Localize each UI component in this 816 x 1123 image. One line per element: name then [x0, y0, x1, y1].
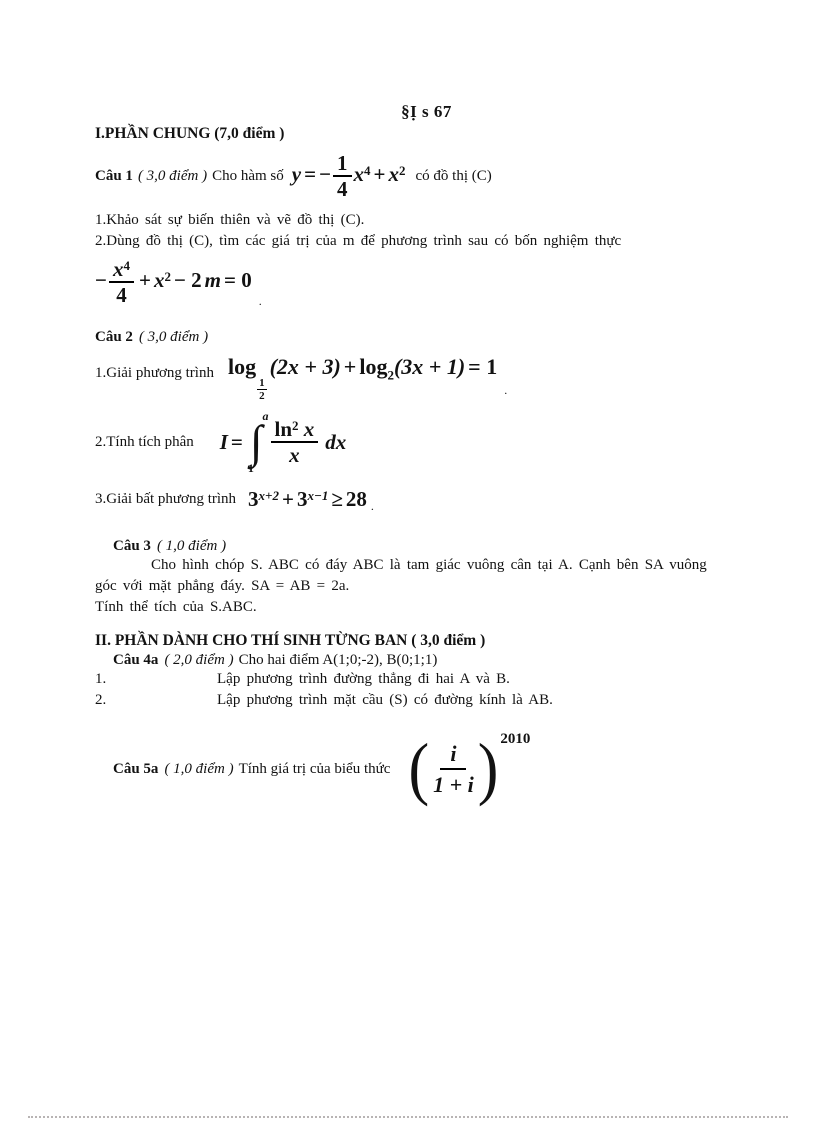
cau5a-intro: Tính giá trị của biểu thức	[238, 760, 391, 777]
cau5a-label: Câu 5a	[113, 760, 159, 777]
log-equation	[227, 353, 500, 402]
cau2-heading	[95, 329, 758, 346]
math-var-I: I	[219, 429, 228, 454]
cau5a-formula	[408, 730, 531, 807]
cau2-item2-row	[95, 402, 758, 482]
cau3-points: ( 1,0 điểm )	[156, 538, 227, 554]
log-base-den: 2	[259, 390, 265, 402]
log-fn: log	[227, 353, 257, 379]
math-base-3: 3	[248, 486, 259, 511]
math-exp-2: 2	[399, 162, 406, 178]
log-base-2: 2	[387, 367, 394, 383]
math-var-y: y	[291, 161, 302, 186]
math-var-x: x	[303, 416, 315, 441]
cau1-points: ( 3,0 điểm )	[137, 167, 208, 184]
cau4a-intro: Cho hai điểm A(1;0;-2), B(0;1;1)	[238, 652, 438, 668]
cau1-item1: 1.Khảo sát sự biến thiên và vẽ đồ thị (C).	[95, 212, 365, 228]
fraction-numerator: i	[440, 742, 466, 770]
cau3-heading	[95, 538, 758, 555]
power-exponent: 2010	[500, 730, 531, 747]
page-bottom-dotted-line	[28, 1116, 788, 1118]
integrand-fraction	[271, 418, 319, 466]
integral-glyph: ∫	[249, 416, 263, 467]
log-arg1: (2x + 3)	[269, 353, 341, 379]
list-item-text: Lập phương trình đường thẳng đi hai A và B.	[217, 671, 510, 687]
math-plus: +	[281, 486, 294, 511]
cau2-item1-label: 1.Giải phương trình	[95, 364, 214, 381]
fraction-denominator: 4	[116, 283, 127, 307]
list-number: 2.	[95, 692, 107, 708]
math-var-x: x	[153, 267, 165, 292]
cau4a-label: Câu 4a	[113, 652, 159, 668]
math-minus: −	[319, 161, 332, 186]
list-number: 1.	[95, 671, 107, 687]
fraction-numerator	[109, 258, 134, 283]
math-base-3b: 3	[296, 486, 308, 511]
math-plus: +	[373, 161, 386, 186]
trailing-period: .	[504, 383, 508, 397]
part1-heading: I.PHẦN CHUNG (7,0 điểm )	[95, 125, 285, 142]
math-fraction	[109, 258, 134, 306]
right-paren: )	[477, 730, 499, 807]
cau2-item3-row	[95, 484, 758, 514]
fraction-numerator: 1	[333, 152, 352, 177]
math-fraction	[333, 152, 352, 200]
math-eq: =	[230, 429, 243, 454]
math-exp-2: 2	[292, 417, 299, 433]
math-plus: +	[138, 267, 151, 292]
cau1-formula2-row	[95, 255, 758, 309]
power-fraction	[433, 742, 474, 796]
math-var-x: x	[112, 256, 124, 281]
cau1-row	[95, 147, 758, 205]
math-eq-1: = 1	[468, 353, 498, 379]
inequality-formula	[248, 486, 367, 511]
fraction-denominator: 1 + i	[433, 772, 474, 797]
math-ln: ln	[274, 416, 293, 441]
math-exp-2: 2	[164, 268, 171, 284]
left-paren: (	[408, 730, 430, 807]
math-rhs-28: 28	[345, 486, 367, 511]
cau4a-points: ( 2,0 điểm )	[164, 652, 234, 668]
integral-formula	[220, 410, 347, 474]
cau3-line2: góc với mặt phẳng đáy. SA = AB = 2a.	[95, 578, 350, 594]
trailing-period: .	[370, 499, 374, 513]
integral-sign	[247, 409, 269, 475]
math-var-x: x	[353, 161, 365, 186]
math-exp-x1: x−1	[307, 487, 329, 503]
math-exp-4: 4	[123, 257, 130, 273]
cau5a-points: ( 1,0 điểm )	[164, 760, 234, 777]
cau1-label: Câu 1	[95, 167, 133, 184]
math-minus: −	[95, 267, 107, 292]
math-eq-zero: = 0	[224, 267, 252, 292]
math-var-x2: x	[388, 161, 399, 186]
math-dx: dx	[325, 429, 347, 454]
cau2-item3-label: 3.Giải bất phương trình	[95, 490, 237, 507]
cau4a-heading	[95, 652, 758, 669]
math-var-m: m	[204, 267, 221, 292]
math-eq: =	[304, 161, 317, 186]
fraction-denominator: x	[289, 443, 300, 467]
math-geq: ≥	[331, 486, 343, 511]
cau1-intro: Cho hàm số	[212, 167, 284, 184]
log-base-num: 1	[259, 376, 265, 389]
cau2-item2-label: 2.Tính tích phân	[95, 433, 194, 450]
math-tail: − 2	[173, 267, 202, 292]
integral-upper-limit: a	[262, 409, 269, 423]
cau3-line3: Tính thể tích của S.ABC.	[95, 599, 257, 615]
integral-lower-limit: 1	[247, 461, 254, 475]
trailing-period: .	[258, 294, 262, 308]
cau4a-item-2	[95, 690, 758, 711]
cau1-formula2	[95, 258, 255, 306]
cau5a-row	[95, 725, 758, 813]
cau3-line1: Cho hình chóp S. ABC có đáy ABC là tam giác vuông cân tại A. Cạnh bên SA vuông	[151, 557, 707, 573]
math-exp-4: 4	[364, 162, 371, 178]
log-fn2: log	[359, 353, 388, 379]
cau1-suffix: có đồ thị (C)	[415, 167, 492, 184]
math-exp-x2: x+2	[258, 487, 279, 503]
fraction-numerator	[271, 418, 319, 443]
cau1-formula	[292, 152, 406, 200]
log-arg2: (3x + 1)	[393, 353, 466, 379]
cau4a-item-1	[95, 669, 758, 690]
cau2-points: ( 3,0 điểm )	[138, 329, 209, 345]
doc-title: §Ị s 67	[401, 102, 452, 121]
log-base-half	[257, 377, 267, 402]
cau2-label: Câu 2	[95, 329, 133, 345]
fraction-denominator: 4	[337, 177, 348, 201]
list-item-text: Lập phương trình mặt cầu (S) có đường kính là AB.	[217, 692, 553, 708]
math-plus: +	[343, 353, 357, 379]
cau1-item2: 2.Dùng đồ thị (C), tìm các giá trị của m để phương trình sau có bốn nghiệm thực	[95, 233, 622, 249]
page-content	[95, 102, 758, 813]
cau2-item1-row	[95, 348, 758, 402]
part2-heading: II. PHẦN DÀNH CHO THÍ SINH TỪNG BAN ( 3,0 điểm )	[95, 632, 486, 649]
cau3-label: Câu 3	[113, 538, 151, 554]
